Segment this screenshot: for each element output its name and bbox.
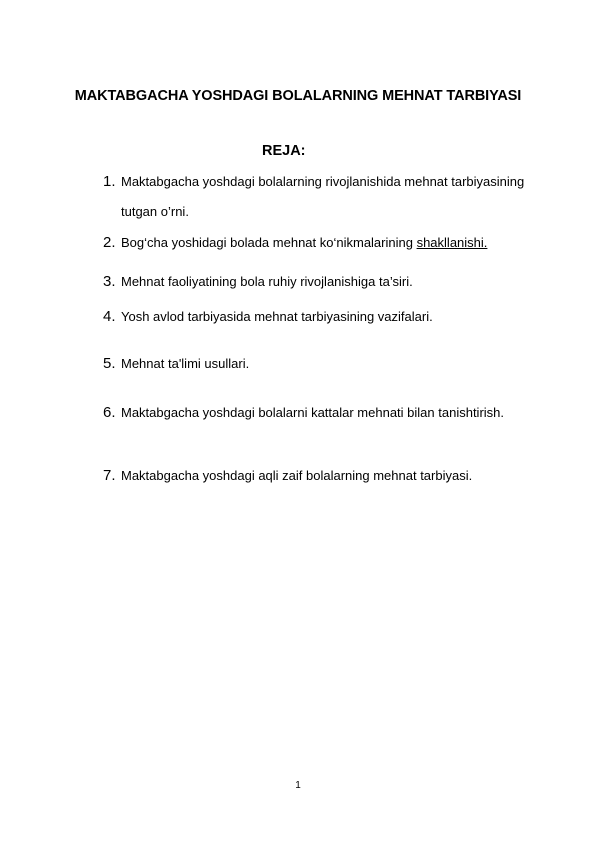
- list-item-text: Mehnat faoliyatining bola ruhiy rivojlanishiga ta’siri.: [121, 274, 413, 289]
- list-item-text: Mehnat ta'limi usullari.: [121, 356, 250, 371]
- list-item: [103, 349, 543, 379]
- list-item-text-part: Bog‘cha yoshidagi bolada mehnat ko‘nikmalarining: [121, 235, 417, 250]
- list-item-number: 6.: [103, 404, 116, 421]
- list-item: [103, 398, 543, 428]
- list-item-text: Maktabgacha yoshdagi bolalarning rivojlanishida mehnat tarbiyasining tutgan o’rni.: [121, 174, 525, 219]
- list-item: [103, 461, 543, 491]
- list-item: [103, 302, 543, 332]
- list-item-number: 1.: [103, 173, 116, 190]
- document-title: MAKTABGACHA YOSHDAGI BOLALARNING MEHNAT TARBIYASI: [74, 88, 522, 104]
- list-item: [103, 228, 543, 258]
- list-item-text: Maktabgacha yoshdagi aqli zaif bolalarning mehnat tarbiyasi.: [121, 468, 473, 483]
- list-item: [103, 167, 543, 227]
- underlined-word: shakllanishi.: [416, 235, 488, 250]
- plan-heading: REJA:: [262, 143, 306, 159]
- list-item-text: Yosh avlod tarbiyasida mehnat tarbiyasining vazifalari.: [121, 309, 433, 324]
- page-number: 1: [295, 780, 301, 791]
- list-item: [103, 267, 543, 297]
- list-item-number: 3.: [103, 273, 116, 290]
- list-item-number: 7.: [103, 467, 116, 484]
- list-item-number: 5.: [103, 355, 116, 372]
- list-item-number: 2.: [103, 234, 116, 251]
- list-item-number: 4.: [103, 308, 116, 325]
- list-item-text: [121, 228, 543, 258]
- list-item-text: Maktabgacha yoshdagi bolalarni kattalar mehnati bilan tanishtirish.: [121, 405, 504, 420]
